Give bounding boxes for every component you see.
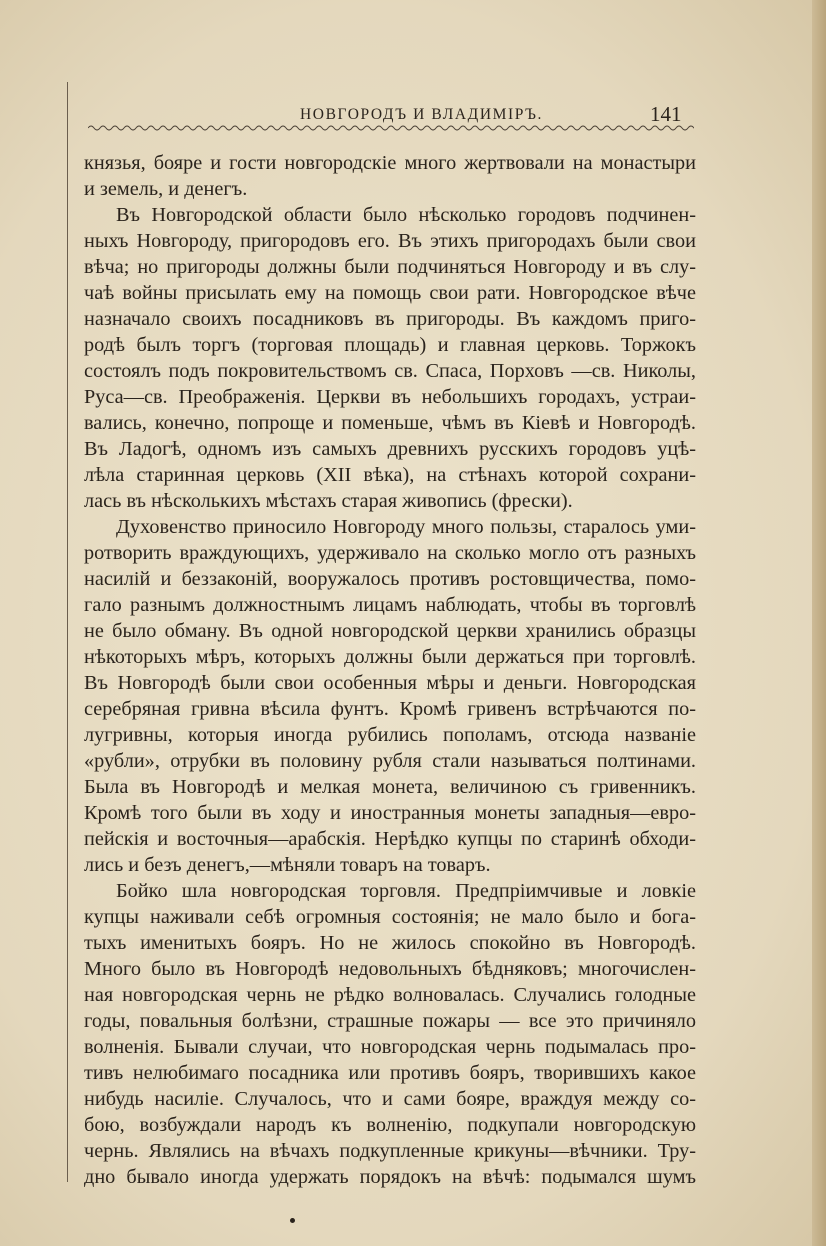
text-line: ротворить враждующихъ, удерживало на сколько могло отъ разныхъ xyxy=(84,542,696,564)
text-line: состоялъ подъ покровительствомъ св. Спаса, Порховъ —св. Николы, xyxy=(84,360,696,382)
text-line: ныхъ Новгороду, пригородовъ его. Въ этихъ пригородахъ были свои xyxy=(84,230,696,252)
text-line: насилій и беззаконій, вооружалось противъ ростовщичества, помо- xyxy=(84,568,696,590)
text-line: лись и безъ денегъ,—мѣняли товаръ на товаръ. xyxy=(84,854,491,876)
header-wavy-rule xyxy=(88,124,694,132)
text-line: чаѣ войны присылать ему на помощь свои рати. Новгородское вѣче xyxy=(84,282,696,304)
text-line: пейскія и восточныя—арабскія. Нерѣдко купцы по старинѣ обходи- xyxy=(84,828,696,850)
text-line: Кромѣ того были въ ходу и иностранныя монеты западныя—евро- xyxy=(84,802,696,824)
text-line: «рубли», отрубки въ половину рубля стали называться полтинами. xyxy=(84,750,696,772)
text-line: Много было въ Новгородѣ недовольныхъ бѣдняковъ; многочислен- xyxy=(84,958,696,980)
text-line: волненія. Бывали случаи, что новгородская чернь подымалась про- xyxy=(84,1036,696,1058)
text-line: тыхъ именитыхъ бояръ. Но не жилось спокойно въ Новгородѣ. xyxy=(84,932,696,954)
text-line: ная новгородская чернь не рѣдко волновалась. Случались голодные xyxy=(84,984,696,1006)
text-line: лѣла старинная церковь (XII вѣка), на стѣнахъ которой сохрани- xyxy=(84,464,696,486)
text-line: вѣча; но пригороды должны были подчиняться Новгороду и въ слу- xyxy=(84,256,696,278)
text-line: Въ Новгородской области было нѣсколько городовъ подчинен- xyxy=(116,204,696,226)
text-line: чернь. Являлись на вѣчахъ подкупленные крикуны—вѣчники. Тру- xyxy=(84,1140,696,1162)
text-line: родѣ былъ торгъ (торговая площадь) и главная церковь. Торжокъ xyxy=(84,334,696,356)
text-line: Была въ Новгородѣ и мелкая монета, величиною съ гривенникъ. xyxy=(84,776,696,798)
margin-line xyxy=(67,82,68,1182)
text-line: лась въ нѣсколькихъ мѣстахъ старая живопись (фрески). xyxy=(84,490,573,512)
text-line: не было обману. Въ одной новгородской церкви хранились образцы xyxy=(84,620,696,642)
text-line: Въ Ладогѣ, одномъ изъ самыхъ древнихъ русскихъ городовъ уцѣ- xyxy=(84,438,696,460)
text-line: Въ Новгородѣ были свои особенныя мѣры и деньги. Новгородская xyxy=(84,672,696,694)
text-line: серебряная гривна вѣсила фунтъ. Кромѣ гривенъ встрѣчаются по- xyxy=(84,698,696,720)
ink-dot xyxy=(290,1218,295,1223)
text-line: нибудь насиліе. Случалось, что и сами бояре, враждуя между со- xyxy=(84,1088,696,1110)
page-number: 141 xyxy=(650,102,682,126)
text-line: вались, конечно, попроще и поменьше, чѣмъ въ Кіевѣ и Новгородѣ. xyxy=(84,412,696,434)
text-line: гало разнымъ должностнымъ лицамъ наблюдать, чтобы въ торговлѣ xyxy=(84,594,696,616)
text-line: лугривны, которыя иногда рубились пополамъ, отсюда названіе xyxy=(84,724,696,746)
text-line: купцы наживали себѣ огромныя состоянія; не мало было и бога- xyxy=(84,906,696,928)
text-line: годы, повальныя болѣзни, страшные пожары — все это причиняло xyxy=(84,1010,696,1032)
text-line: дно бывало иногда удержать порядокъ на вѣчѣ: подымался шумъ xyxy=(84,1166,696,1188)
text-line: Бойко шла новгородская торговля. Предпріимчивые и ловкіе xyxy=(116,880,696,902)
text-line: князья, бояре и гости новгородскіе много жертвовали на монастыри xyxy=(84,152,696,174)
text-line: назначало своихъ посадниковъ въ пригороды. Въ каждомъ приго- xyxy=(84,308,696,330)
text-line: тивъ нелюбимаго посадника или противъ бояръ, творившихъ какое xyxy=(84,1062,696,1084)
running-head: НОВГОРОДЪ И ВЛАДИМІРЪ. xyxy=(300,106,543,123)
text-line: Духовенство приносило Новгороду много пользы, старалось уми- xyxy=(116,516,696,538)
text-line: Руса—св. Преображенія. Церкви въ небольшихъ городахъ, устраи- xyxy=(84,386,696,408)
text-line: бою, возбуждали народъ къ волненію, подкупали новгородскую xyxy=(84,1114,696,1136)
text-line: нѣкоторыхъ мѣръ, которыхъ должны были держаться при торговлѣ. xyxy=(84,646,696,668)
page-edge xyxy=(812,0,826,1246)
text-line: и земель, и денегъ. xyxy=(84,178,248,200)
